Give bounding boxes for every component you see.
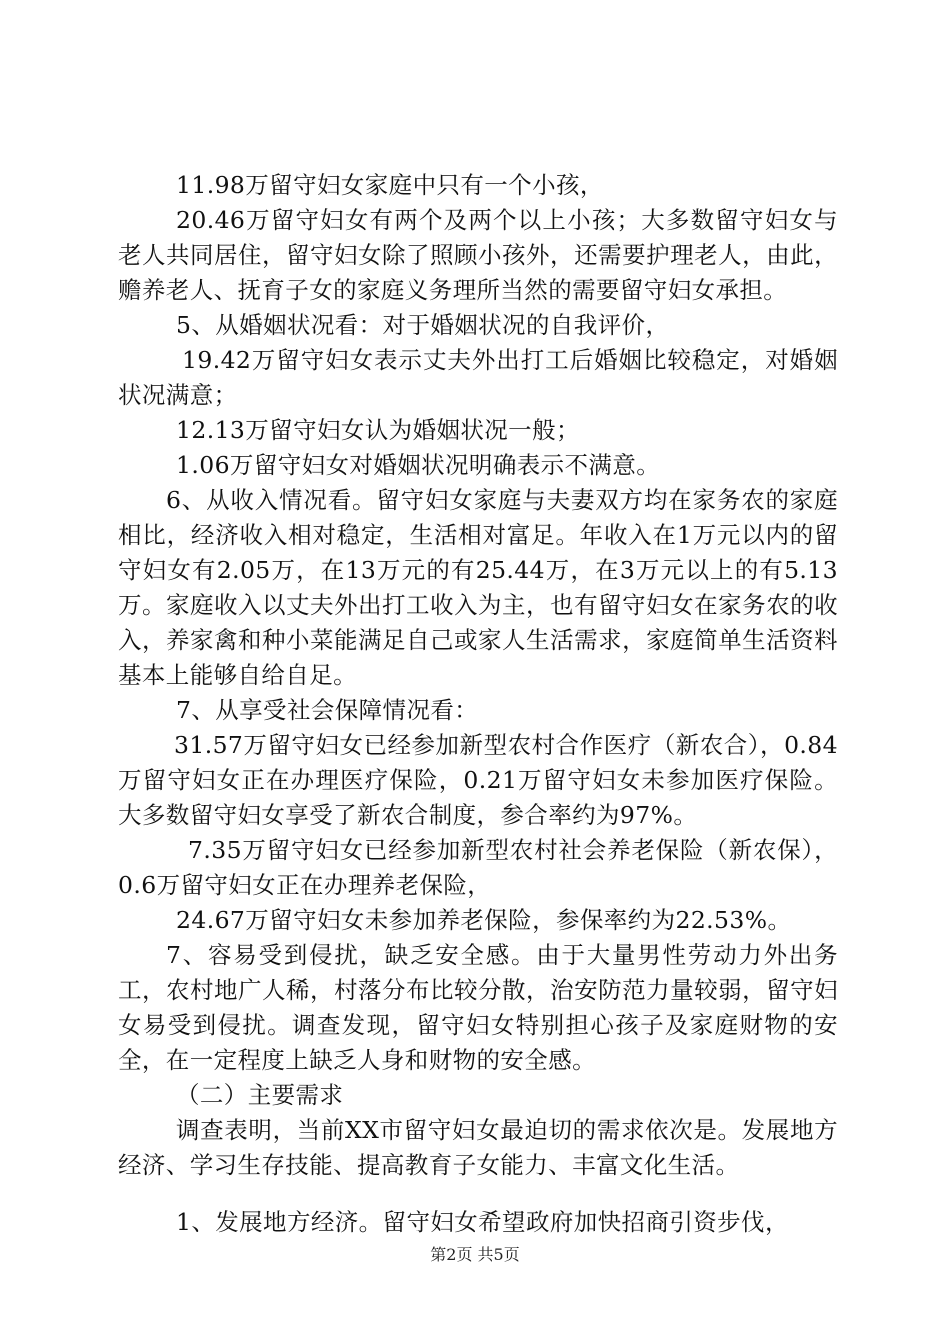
section-heading-main-needs: （二）主要需求 [176, 1081, 344, 1109]
paragraph-social-security-heading: 7、从享受社会保障情况看： [176, 696, 479, 724]
page-footer [0, 1242, 950, 1265]
paragraph-medical-insurance: 31.57万留守妇女已经参加新型农村合作医疗（新农合），0.84万留守妇女正在办理医疗保险，0.21万留守妇女未参加医疗保险。大多数留守妇女享受了新农合制度，参合率约为97%。 [118, 731, 838, 829]
page-number-label: 第2页 共5页 [430, 1245, 520, 1264]
paragraph-marriage-average: 12.13万留守妇女认为婚姻状况一般； [176, 416, 580, 444]
paragraph-marriage-stable: 19.42万留守妇女表示丈夫外出打工后婚姻比较稳定，对婚姻状况满意； [118, 346, 838, 409]
paragraph-one-child: 11.98万留守妇女家庭中只有一个小孩， [176, 171, 604, 199]
paragraph-marriage-unsatisfied: 1.06万留守妇女对婚姻状况明确表示不满意。 [176, 451, 661, 479]
paragraph-pension-rate: 24.67万留守妇女未参加养老保险，参保率约为22.53%。 [176, 906, 792, 934]
paragraph-marriage-heading: 5、从婚姻状况看：对于婚姻状况的自我评价， [176, 311, 670, 339]
document-body [118, 168, 838, 1240]
paragraph-income: 6、从收入情况看。留守妇女家庭与夫妻双方均在家务农的家庭相比，经济收入相对稳定，生活相对富足。年收入在1万元以内的留守妇女有2.05万，在13万元的有25.44万，在3万元以上的有5.13万。家庭收入以丈夫外出打工收入为主，也有留守妇女在家务农的收入，养家禽和种小菜能满足自己或家人生活需求，家庭简单生活资料基本上能够自给自足。 [118, 486, 838, 689]
paragraph-develop-economy: 1、发展地方经济。留守妇女希望政府加快招商引资步伐， [176, 1208, 789, 1236]
paragraph-safety: 7、容易受到侵扰，缺乏安全感。由于大量男性劳动力外出务工，农村地广人稀，村落分布比较分散，治安防范力量较弱，留守妇女易受到侵扰。调查发现，留守妇女特别担心孩子及家庭财物的安全，在一定程度上缺乏人身和财物的安全感。 [118, 941, 838, 1074]
paragraph-two-children: 20.46万留守妇女有两个及两个以上小孩；大多数留守妇女与老人共同居住，留守妇女除了照顾小孩外，还需要护理老人，由此，赡养老人、抚育子女的家庭义务理所当然的需要留守妇女承担。 [118, 206, 838, 304]
paragraph-needs-summary: 调查表明，当前XX市留守妇女最迫切的需求依次是。发展地方经济、学习生存技能、提高教育子女能力、丰富文化生活。 [118, 1116, 838, 1179]
paragraph-pension-insurance: 7.35万留守妇女已经参加新型农村社会养老保险（新农保），0.6万留守妇女正在办理养老保险， [118, 836, 838, 899]
